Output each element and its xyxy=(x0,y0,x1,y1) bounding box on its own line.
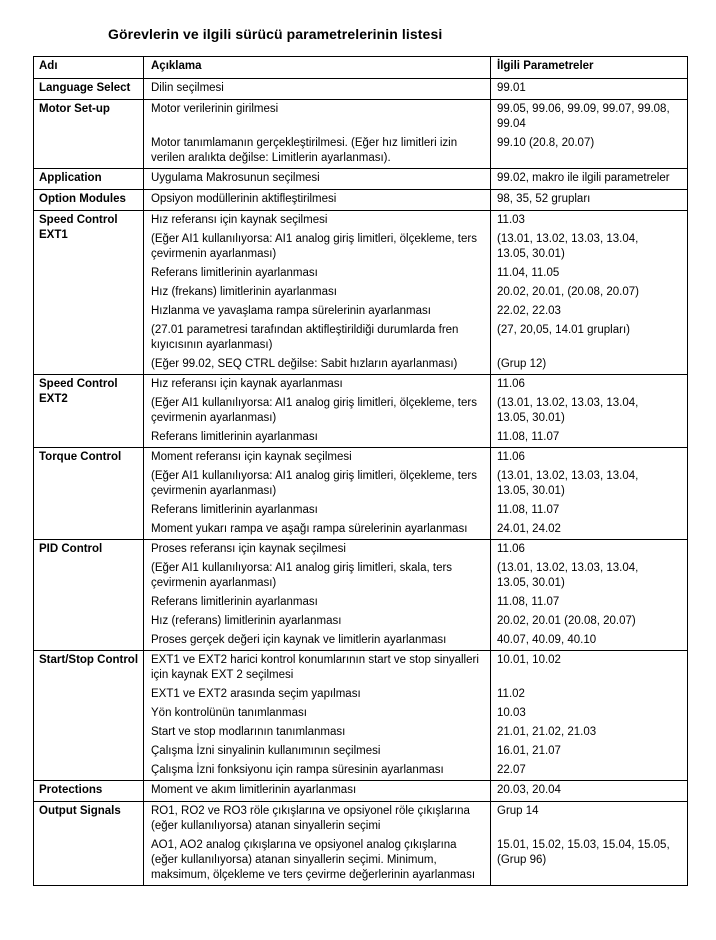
task-parameters: 22.07 xyxy=(497,764,526,776)
task-description: Referans limitlerinin ayarlanması xyxy=(144,593,491,612)
task-parameters: 11.08, 11.07 xyxy=(497,596,560,608)
task-parameters: (13.01, 13.02, 13.03, 13.04, 13.05, 30.01) xyxy=(497,397,639,424)
task-description: (Eğer AI1 kullanılıyorsa: AI1 analog giriş limitleri, ölçekleme, ters çevirmenin ayarlanması) xyxy=(144,394,491,428)
task-parameters: Grup 14 xyxy=(497,805,539,817)
task-parameters: 11.08, 11.07 xyxy=(497,431,560,443)
task-detail-row xyxy=(144,448,687,467)
task-parameters: 11.06 xyxy=(497,451,525,463)
task-parameters: (27, 20,05, 14.01 grupları) xyxy=(497,324,630,336)
task-detail-list xyxy=(144,211,687,374)
task-detail-list xyxy=(144,79,687,99)
task-row xyxy=(34,650,687,780)
header-parameters-column: İlgili Parametreler xyxy=(497,60,594,72)
task-detail-row xyxy=(144,723,687,742)
task-name: Motor Set-up xyxy=(34,100,144,168)
task-detail-row xyxy=(144,100,687,134)
task-parameters: 11.04, 11.05 xyxy=(497,267,560,279)
task-description: Referans limitlerinin ayarlanması xyxy=(144,264,491,283)
task-detail-row xyxy=(144,593,687,612)
task-name: Option Modules xyxy=(34,190,144,210)
task-parameters: 21.01, 21.02, 21.03 xyxy=(497,726,597,738)
task-name: Output Signals xyxy=(34,802,144,885)
task-parameters: 11.06 xyxy=(497,543,525,555)
task-parameters: 16.01, 21.07 xyxy=(497,745,561,757)
task-detail-row xyxy=(144,612,687,631)
task-parameters: 24.01, 24.02 xyxy=(497,523,561,535)
task-row xyxy=(34,99,687,168)
task-parameters: 10.03 xyxy=(497,707,526,719)
task-parameters: 11.03 xyxy=(497,214,525,226)
task-name: Speed Control EXT1 xyxy=(34,211,144,374)
task-parameter-table xyxy=(33,56,688,886)
task-description: Hız referansı için kaynak ayarlanması xyxy=(144,375,491,394)
task-row xyxy=(34,168,687,189)
task-description: Hız referansı için kaynak seçilmesi xyxy=(144,211,491,230)
table-header-row xyxy=(34,57,687,79)
task-detail-list xyxy=(144,781,687,801)
task-parameters: 11.08, 11.07 xyxy=(497,504,560,516)
task-row xyxy=(34,801,687,885)
task-description: Proses referansı için kaynak seçilmesi xyxy=(144,540,491,559)
task-description: Moment referansı için kaynak seçilmesi xyxy=(144,448,491,467)
task-parameters: 99.02, makro ile ilgili parametreler xyxy=(497,172,670,184)
task-parameters: 15.01, 15.02, 15.03, 15.04, 15.05, (Grup 96) xyxy=(497,839,670,866)
task-detail-row xyxy=(144,264,687,283)
task-detail-row xyxy=(144,781,687,801)
task-detail-row xyxy=(144,190,687,210)
task-detail-row xyxy=(144,134,687,168)
task-name: Speed Control EXT2 xyxy=(34,375,144,447)
task-description: Çalışma İzni sinyalinin kullanımının seçilmesi xyxy=(144,742,491,761)
task-detail-row xyxy=(144,428,687,447)
task-description: (27.01 parametresi tarafından aktifleştirildiği durumlarda fren kıyıcısının ayarlanması) xyxy=(144,321,491,355)
task-description: Hız (referans) limitlerinin ayarlanması xyxy=(144,612,491,631)
task-detail-row xyxy=(144,520,687,539)
task-detail-row xyxy=(144,631,687,650)
task-detail-row xyxy=(144,211,687,230)
task-description: Proses gerçek değeri için kaynak ve limitlerin ayarlanması xyxy=(144,631,491,650)
task-detail-row xyxy=(144,467,687,501)
task-description: Motor tanımlamanın gerçekleştirilmesi. (Eğer hız limitleri izin verilen aralıkta değilse: Limitlerin ayarlanması). xyxy=(144,134,491,168)
task-parameters: 11.06 xyxy=(497,378,525,390)
task-name: Application xyxy=(34,169,144,189)
task-description: (Eğer AI1 kullanılıyorsa: AI1 analog giriş limitleri, ölçekleme, ters çevirmenin ayarlanması) xyxy=(144,230,491,264)
task-detail-row xyxy=(144,79,687,99)
task-row xyxy=(34,539,687,650)
task-detail-list xyxy=(144,448,687,539)
task-description: Yön kontrolünün tanımlanması xyxy=(144,704,491,723)
task-parameters: 10.01, 10.02 xyxy=(497,654,561,666)
task-detail-row xyxy=(144,230,687,264)
task-detail-list xyxy=(144,190,687,210)
task-parameters: 11.02 xyxy=(497,688,525,700)
task-detail-row xyxy=(144,742,687,761)
task-description: Motor verilerinin girilmesi xyxy=(144,100,491,134)
task-parameters: 40.07, 40.09, 40.10 xyxy=(497,634,597,646)
task-description: (Eğer 99.02, SEQ CTRL değilse: Sabit hızların ayarlanması) xyxy=(144,355,491,374)
task-detail-row xyxy=(144,394,687,428)
task-description: Çalışma İzni fonksiyonu için rampa süresinin ayarlanması xyxy=(144,761,491,780)
task-parameters: 20.02, 20.01 (20.08, 20.07) xyxy=(497,615,636,627)
task-row xyxy=(34,780,687,801)
task-description: EXT1 ve EXT2 harici kontrol konumlarının start ve stop sinyalleri için kaynak EXT 2 seçilmesi xyxy=(144,651,491,685)
task-detail-row xyxy=(144,559,687,593)
task-detail-row xyxy=(144,283,687,302)
task-description: AO1, AO2 analog çıkışlarına ve opsiyonel analog çıkışlarına (eğer kullanılıyorsa) atanan sinyallerin seçimi. Minimum, maksimum, ölçekleme ve ters çevirme değerlerinin ayarlanması xyxy=(144,836,491,885)
task-detail-row xyxy=(144,355,687,374)
task-detail-row xyxy=(144,836,687,885)
task-description: EXT1 ve EXT2 arasında seçim yapılması xyxy=(144,685,491,704)
task-row xyxy=(34,210,687,374)
task-description: Uygulama Makrosunun seçilmesi xyxy=(144,169,491,189)
header-description-column: Açıklama xyxy=(144,57,491,78)
task-detail-list xyxy=(144,169,687,189)
task-name: Torque Control xyxy=(34,448,144,539)
task-detail-row xyxy=(144,169,687,189)
task-detail-list xyxy=(144,540,687,650)
task-parameters: (13.01, 13.02, 13.03, 13.04, 13.05, 30.01) xyxy=(497,562,639,589)
task-parameters: 20.03, 20.04 xyxy=(497,784,561,796)
task-parameters: 99.05, 99.06, 99.09, 99.07, 99.08, 99.04 xyxy=(497,103,670,130)
page-title: Görevlerin ve ilgili sürücü parametrelerinin listesi xyxy=(108,26,443,42)
task-row xyxy=(34,189,687,210)
task-parameters: 20.02, 20.01, (20.08, 20.07) xyxy=(497,286,639,298)
header-name-column: Adı xyxy=(34,57,144,78)
task-detail-row xyxy=(144,761,687,780)
task-description: Moment yukarı rampa ve aşağı rampa sürelerinin ayarlanması xyxy=(144,520,491,539)
task-description: Hızlanma ve yavaşlama rampa sürelerinin ayarlanması xyxy=(144,302,491,321)
task-name: Language Select xyxy=(34,79,144,99)
task-name: Start/Stop Control xyxy=(34,651,144,780)
task-detail-list xyxy=(144,651,687,780)
task-parameters: 22.02, 22.03 xyxy=(497,305,561,317)
task-parameters: (Grup 12) xyxy=(497,358,547,370)
task-detail-list xyxy=(144,802,687,885)
task-description: Moment ve akım limitlerinin ayarlanması xyxy=(144,781,491,801)
task-detail-list xyxy=(144,100,687,168)
task-description: Referans limitlerinin ayarlanması xyxy=(144,501,491,520)
task-detail-row xyxy=(144,802,687,836)
task-parameters: (13.01, 13.02, 13.03, 13.04, 13.05, 30.01) xyxy=(497,233,639,260)
task-parameters: 99.10 (20.8, 20.07) xyxy=(497,137,595,149)
task-description: (Eğer AI1 kullanılıyorsa: AI1 analog giriş limitleri, skala, ters çevirmenin ayarlanması) xyxy=(144,559,491,593)
task-detail-row xyxy=(144,321,687,355)
task-detail-list xyxy=(144,375,687,447)
task-description: Dilin seçilmesi xyxy=(144,79,491,99)
task-detail-row xyxy=(144,375,687,394)
task-row xyxy=(34,447,687,539)
task-row xyxy=(34,79,687,99)
task-detail-row xyxy=(144,651,687,685)
task-parameters: 98, 35, 52 grupları xyxy=(497,193,591,205)
task-detail-row xyxy=(144,501,687,520)
task-description: Opsiyon modüllerinin aktifleştirilmesi xyxy=(144,190,491,210)
task-description: Start ve stop modlarının tanımlanması xyxy=(144,723,491,742)
task-detail-row xyxy=(144,302,687,321)
task-name: PID Control xyxy=(34,540,144,650)
task-description: RO1, RO2 ve RO3 röle çıkışlarına ve opsiyonel röle çıkışlarına (eğer kullanılıyorsa) atanan sinyallerin seçimi xyxy=(144,802,491,836)
task-description: (Eğer AI1 kullanılıyorsa: AI1 analog giriş limitleri, ölçekleme, ters çevirmenin ayarlanması) xyxy=(144,467,491,501)
task-detail-row xyxy=(144,685,687,704)
table-body xyxy=(34,79,687,885)
task-detail-row xyxy=(144,540,687,559)
task-parameters: 99.01 xyxy=(497,82,526,94)
task-description: Referans limitlerinin ayarlanması xyxy=(144,428,491,447)
task-name: Protections xyxy=(34,781,144,801)
task-parameters: (13.01, 13.02, 13.03, 13.04, 13.05, 30.01) xyxy=(497,470,639,497)
task-detail-row xyxy=(144,704,687,723)
task-row xyxy=(34,374,687,447)
task-description: Hız (frekans) limitlerinin ayarlanması xyxy=(144,283,491,302)
